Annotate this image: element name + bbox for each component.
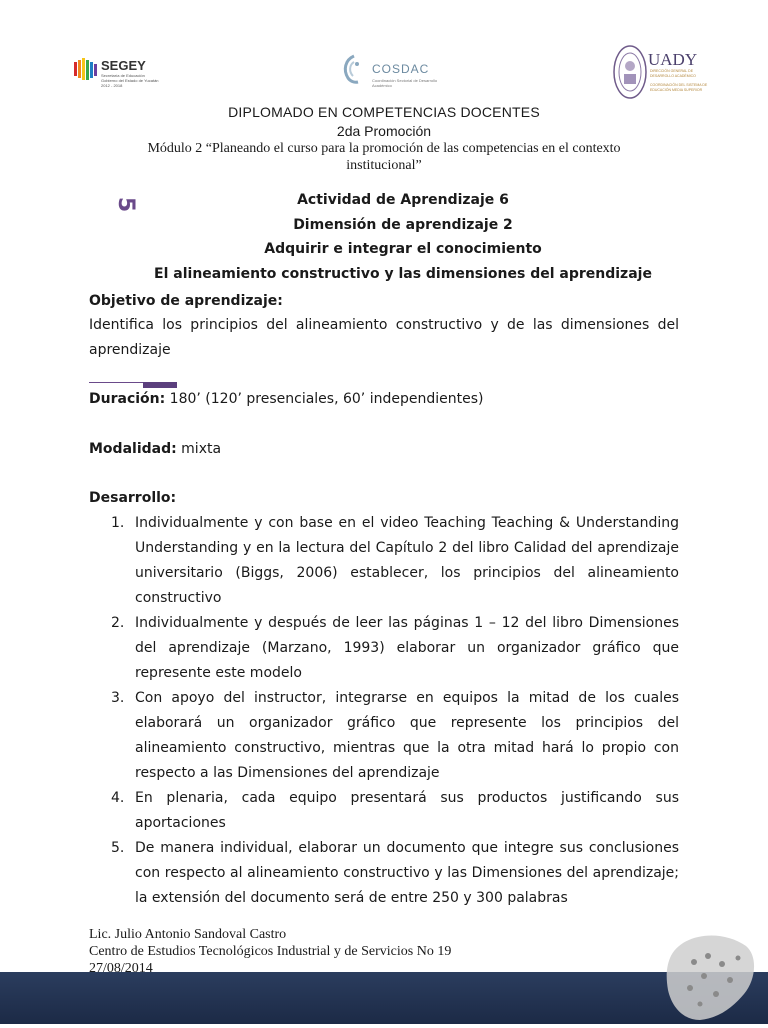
- list-item: [89, 686, 679, 786]
- jaguar-watermark-icon: [660, 928, 760, 1028]
- segey-tagline: Gobierno del Estado de Yucatán: [101, 78, 159, 83]
- uady-subtitle-2: COORDINACIÓN DEL SISTEMA DE EDUCACIÓN MEDIA SUPERIOR: [650, 83, 708, 92]
- uady-logo: [612, 44, 708, 102]
- cosdac-logo: [340, 54, 440, 94]
- segey-subtitle: Secretaría de Educación: [101, 73, 145, 78]
- activity-title: Actividad de Aprendizaje 6: [297, 192, 509, 208]
- list-item-number: 5.: [111, 840, 125, 856]
- side-page-number: 5: [113, 196, 139, 213]
- author-name: Lic. Julio Antonio Sandoval Castro: [89, 927, 287, 942]
- diploma-title: DIPLOMADO EN COMPETENCIAS DOCENTES: [228, 104, 540, 120]
- list-item-text: Individualmente y después de leer las páginas 1 – 12 del libro Dimensiones del aprendizaje (Marzano, 1993) elaborar un organizador gráfico que represente este modelo: [135, 615, 679, 681]
- dimension-title: Dimensión de aprendizaje 2: [293, 217, 513, 233]
- segey-logo: [74, 56, 164, 96]
- development-list: [89, 511, 679, 911]
- list-item-number: 3.: [111, 690, 125, 706]
- list-item-text: Con apoyo del instructor, integrarse en equipos la mitad de los cuales elaborará un organizador gráfico que represente los principios del alineamiento constructivo, mientras que la otra mitad hará lo propio con respecto a las Dimensiones del aprendizaje: [135, 690, 679, 781]
- uady-name: UADY: [648, 50, 698, 69]
- promotion-label: 2da Promoción: [336, 123, 432, 139]
- modality-line: [89, 437, 679, 462]
- objective-text: Identifica los principios del alineamiento constructivo y de las dimensiones del aprendizaje: [89, 317, 679, 358]
- list-item: [89, 511, 679, 611]
- list-item: [89, 786, 679, 836]
- segey-years: 2012 - 2018: [101, 83, 123, 88]
- development-label: Desarrollo:: [89, 490, 177, 506]
- duration-label: Duración:: [89, 391, 166, 407]
- institution-name: Centro de Estudios Tecnológicos Industrial y de Servicios No 19: [89, 944, 452, 959]
- list-item-number: 1.: [111, 515, 125, 531]
- cosdac-subtitle: Coordinación Sectorial de Desarrollo Académico: [372, 78, 438, 88]
- modality-value: mixta: [176, 441, 222, 457]
- modality-label: Modalidad:: [89, 441, 177, 457]
- dimension-subtitle: Adquirir e integrar el conocimiento: [264, 241, 542, 257]
- footer-band: [0, 972, 768, 1024]
- list-item-text: De manera individual, elaborar un documento que integre sus conclusiones con respecto al alineamiento constructivo y las Dimensiones del aprendizaje; la extensión del documento será de entre 250 y 300 palabras: [135, 840, 679, 906]
- cosdac-name: COSDAC: [372, 62, 430, 76]
- objective-label: Objetivo de aprendizaje:: [89, 293, 283, 309]
- cosdac-emblem: [340, 54, 368, 86]
- list-item-text: En plenaria, cada equipo presentará sus productos justificando sus aportaciones: [135, 790, 679, 831]
- segey-name: SEGEY: [101, 58, 146, 73]
- section-heading: El alineamiento constructivo y las dimensiones del aprendizaje: [154, 266, 652, 282]
- list-item-number: 4.: [111, 790, 125, 806]
- list-item-number: 2.: [111, 615, 125, 631]
- document-date: 27/08/2014: [89, 961, 153, 976]
- list-item: [89, 611, 679, 686]
- footer-credits: [89, 926, 451, 977]
- list-item-text: Individualmente y con base en el video Teaching Teaching & Understanding Understanding y en la lectura del Capítulo 2 del libro Calidad del aprendizaje universitario (Biggs, 2006) establecer, los principios del alineamiento constructivo: [135, 515, 679, 606]
- list-item: [89, 836, 679, 911]
- duration-line: [89, 387, 679, 412]
- uady-subtitle: DIRECCIÓN GENERAL DE DESARROLLO ACADÉMICO: [650, 69, 696, 78]
- duration-value: 180’ (120’ presenciales, 60’ independientes): [165, 391, 484, 407]
- uady-seal-icon: [612, 44, 648, 100]
- module-title: Módulo 2 “Planeando el curso para la promoción de las competencias en el contexto institucional”: [147, 141, 621, 173]
